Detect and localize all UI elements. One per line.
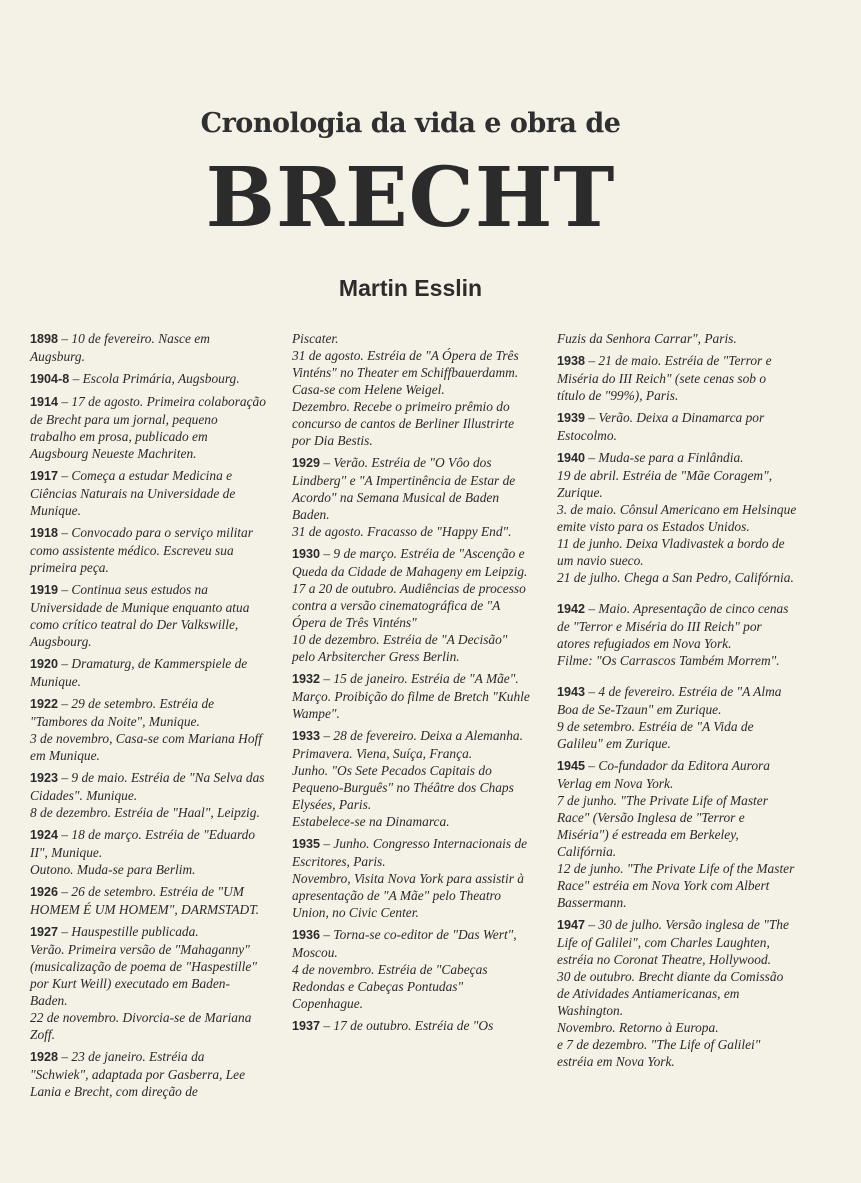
entry-text: – Maio. Apresentação de cinco cenas de "Terror e Miséria do III Reich" por atores refugiados em Nova York. <box>557 601 789 651</box>
entry-line <box>292 523 532 540</box>
entry-text: – Começa a estudar Medicina e Ciências Naturais na Universidade de Munique. <box>30 468 236 518</box>
chronology-entry <box>30 826 266 878</box>
entry-text: – Co-fundador da Editora Aurora Verlag em Nova York. <box>557 758 770 791</box>
entry-year: 1918 <box>30 526 59 540</box>
entry-line <box>557 409 797 444</box>
entry-line <box>557 916 797 968</box>
entry-text: 12 de junho. "The Private Life of the Master Race" estréia em Nova York com Albert Bassermann. <box>557 861 795 910</box>
entry-text: – 17 de agosto. Primeira colaboração de Brecht para um jornal, pequeno trabalho em prosa, publicado em Augsbourg Neueste Machriten. <box>30 394 266 461</box>
entry-line <box>292 330 532 347</box>
entry-text: – 26 de setembro. Estréia de "UM HOMEM É UM HOMEM", DARMSTADT. <box>30 884 260 917</box>
entry-text: – 18 de março. Estréia de "Eduardo II", Munique. <box>30 827 256 860</box>
entry-line <box>30 923 266 941</box>
entry-line <box>30 1048 266 1100</box>
chronology-entry <box>30 370 266 388</box>
entry-line <box>557 652 797 669</box>
entry-year: 1926 <box>30 885 59 899</box>
chronology-entry <box>557 330 797 347</box>
entry-year: 1920 <box>30 657 59 671</box>
chronology-entry <box>30 655 266 690</box>
entry-line <box>292 762 532 813</box>
chronology-entry <box>30 695 266 764</box>
entry-line <box>30 861 266 878</box>
entry-text: Piscater. <box>292 331 339 346</box>
entry-line <box>292 926 532 961</box>
entry-text: – Junho. Congresso Internacionais de Escritores, Paris. <box>292 836 528 869</box>
entry-line <box>292 631 532 665</box>
entry-line <box>292 870 532 921</box>
page-heading: Cronologia da vida e obra de <box>200 108 621 139</box>
entry-line <box>30 393 266 462</box>
entry-text: – 15 de janeiro. Estréia de "A Mãe". <box>323 671 519 686</box>
chronology-entry <box>557 352 797 404</box>
page-title: BRECHT <box>205 150 616 246</box>
entry-line <box>557 1019 797 1036</box>
entry-text: Estabelece-se na Dinamarca. <box>292 814 450 829</box>
entry-text: – 28 de fevereiro. Deixa a Alemanha. <box>323 728 523 743</box>
entry-text: 30 de outubro. Brecht diante da Comissão de Atividades Antiamericanas, em Washington. <box>557 969 784 1018</box>
entry-line <box>557 467 797 501</box>
entry-line <box>557 352 797 404</box>
entry-year: 1923 <box>30 771 59 785</box>
chronology-entry <box>30 923 266 1043</box>
chronology-entry <box>292 454 532 540</box>
chronology-entry <box>292 1017 532 1035</box>
entry-text: – 9 de março. Estréia de "Ascenção e Queda da Cidade de Mahageny em Leipzig. <box>292 546 528 579</box>
entry-line <box>557 569 797 586</box>
chronology-entry <box>30 581 266 650</box>
entry-text: Outono. Muda-se para Berlim. <box>30 862 196 877</box>
entry-text: 3 de novembro, Casa-se com Mariana Hoff em Munique. <box>30 731 262 763</box>
entry-line <box>292 545 532 580</box>
entry-text: Verão. Primeira versão de "Mahaganny" (musicalização de poema de "Haspestille" por Kurt Weill) executado em Baden-Baden. <box>30 942 257 1008</box>
entry-year: 1922 <box>30 697 59 711</box>
entry-year: 1936 <box>292 928 321 942</box>
entry-text: 3. de maio. Cônsul Americano em Helsinque emite visto para os Estados Unidos. <box>557 502 797 534</box>
column-3 <box>557 330 797 1075</box>
entry-text: – Hauspestille publicada. <box>61 924 199 939</box>
entry-line <box>292 727 532 745</box>
entry-year: 1914 <box>30 395 59 409</box>
entry-year: 1932 <box>292 672 321 686</box>
chronology-entry <box>557 683 797 752</box>
entry-year: 1940 <box>557 451 586 465</box>
entry-text: Novembro. Retorno à Europa. <box>557 1020 719 1035</box>
entry-year: 1935 <box>292 837 321 851</box>
entry-line <box>557 968 797 1019</box>
entry-text: e 7 de dezembro. "The Life of Galilei" estréia em Nova York. <box>557 1037 761 1069</box>
entry-line <box>30 804 266 821</box>
entry-text: – 21 de maio. Estréia de "Terror e Miséria do III Reich" (sete cenas sob o título de "99%), Paris. <box>557 353 772 403</box>
entry-year: 1945 <box>557 759 586 773</box>
entry-line <box>292 745 532 762</box>
entry-text: Casa-se com Helene Weigel. <box>292 382 445 397</box>
entry-text: – Escola Primária, Augsbourg. <box>72 371 240 386</box>
entry-year: 1904-8 <box>30 372 70 386</box>
entry-line <box>292 835 532 870</box>
entry-text: – Verão. Estréia de "O Vôo dos Lindberg" e "A Impertinência de Estar de Acordo" na Semana Musical de Baden Baden. <box>292 455 516 522</box>
entry-text: – 17 de outubro. Estréia de "Os <box>323 1018 494 1033</box>
entry-line <box>30 655 266 690</box>
entry-year: 1927 <box>30 925 59 939</box>
entry-text: – Dramaturg, de Kammerspiele de Munique. <box>30 656 248 689</box>
entry-year: 1942 <box>557 602 586 616</box>
chronology-entry <box>557 409 797 444</box>
entry-text: 7 de junho. "The Private Life of Master Race" (Versão Inglesa de "Terror e Miséria") é estreada em Berkeley, Califórnia. <box>557 793 768 859</box>
entry-text: – Verão. Deixa a Dinamarca por Estocolmo. <box>557 410 765 443</box>
chronology-entry <box>557 600 797 669</box>
chronology-entry <box>30 330 266 365</box>
chronology-entry <box>292 670 532 722</box>
column-1 <box>30 330 266 1105</box>
entry-line <box>30 941 266 1009</box>
entry-line <box>30 769 266 804</box>
entry-year: 1939 <box>557 411 586 425</box>
chronology-entry <box>292 926 532 1012</box>
entry-line <box>30 730 266 764</box>
chronology-entry <box>292 727 532 830</box>
entry-year: 1933 <box>292 729 321 743</box>
entry-line <box>292 398 532 449</box>
entry-year: 1919 <box>30 583 59 597</box>
entry-text: 19 de abril. Estréia de "Mãe Coragem", Zurique. <box>557 468 773 500</box>
entry-text: Primavera. Viena, Suíça, França. <box>292 746 473 761</box>
entry-year: 1928 <box>30 1050 59 1064</box>
entry-text: – 9 de maio. Estréia de "Na Selva das Cidades". Munique. <box>30 770 265 803</box>
entry-line <box>30 695 266 730</box>
entry-text: – Torna-se co-editor de "Das Wert", Moscou. <box>292 927 517 960</box>
entry-text: 4 de novembro. Estréia de "Cabeças Redondas e Cabeças Pontudas" Copenhague. <box>292 962 488 1011</box>
entry-text: Junho. "Os Sete Pecados Capitais do Pequeno-Burguês" no Théâtre dos Chaps Elysées, Paris. <box>292 763 514 812</box>
entry-text: Fuzis da Senhora Carrar", Paris. <box>557 331 737 346</box>
entry-line <box>292 381 532 398</box>
entry-line <box>557 860 797 911</box>
entry-year: 1943 <box>557 685 586 699</box>
entry-text: 31 de agosto. Fracasso de "Happy End". <box>292 524 512 539</box>
chronology-entry <box>30 467 266 519</box>
entry-line <box>30 1009 266 1043</box>
entry-line <box>30 467 266 519</box>
entry-text: Março. Proibição do filme de Bretch "Kuhle Wampe". <box>292 689 530 721</box>
entry-line <box>557 718 797 752</box>
entry-year: 1937 <box>292 1019 321 1033</box>
entry-text: Filme: "Os Carrascos Também Morrem". <box>557 653 780 668</box>
entry-year: 1924 <box>30 828 59 842</box>
entry-line <box>292 454 532 523</box>
entry-text: – Continua seus estudos na Universidade de Munique enquanto atua como crítico teatral do Der Valkswille, Augsbourg. <box>30 582 250 649</box>
entry-year: 1947 <box>557 918 586 932</box>
entry-line <box>292 688 532 722</box>
chronology-entry <box>292 330 532 449</box>
entry-line <box>30 370 266 388</box>
entry-text: 21 de julho. Chega a San Pedro, Califórnia. <box>557 570 794 585</box>
entry-line <box>292 347 532 381</box>
entry-year: 1938 <box>557 354 586 368</box>
entry-text: 9 de setembro. Estréia de "A Vida de Galileu" em Zurique. <box>557 719 754 751</box>
chronology-entry <box>30 769 266 821</box>
entry-line <box>30 581 266 650</box>
entry-line <box>557 600 797 652</box>
entry-text: – Convocado para o serviço militar como assistente médico. Escreveu sua primeira peça. <box>30 525 253 575</box>
entry-year: 1930 <box>292 547 321 561</box>
entry-text: – 4 de fevereiro. Estréia de "A Alma Boa de Se-Tzaun" em Zurique. <box>557 684 782 717</box>
entry-line <box>292 580 532 631</box>
entry-text: – 10 de fevereiro. Nasce em Augsburg. <box>30 331 210 364</box>
entry-line <box>557 757 797 792</box>
chronology-entry <box>557 449 797 586</box>
chronology-entry <box>30 883 266 918</box>
chronology-entry <box>557 757 797 911</box>
chronology-entry <box>557 916 797 1070</box>
entry-line <box>557 501 797 535</box>
chronology-entry <box>30 393 266 462</box>
entry-text: 17 a 20 de outubro. Audiências de processo contra a versão cinematográfica de "A Ópera de Três Vinténs" <box>292 581 526 630</box>
entry-line <box>30 826 266 861</box>
entry-text: 31 de agosto. Estréia de "A Ópera de Três Vinténs" no Theater em Schiffbauerdamm. <box>292 348 519 380</box>
entry-text: 11 de junho. Deixa Vladivastek a bordo de um navio sueco. <box>557 536 785 568</box>
entry-text: 10 de dezembro. Estréia de "A Decisão" pelo Arbsitercher Gress Berlin. <box>292 632 508 664</box>
entry-line <box>30 883 266 918</box>
entry-line <box>557 535 797 569</box>
entry-text: – Muda-se para a Finlândia. <box>588 450 744 465</box>
chronology-entry <box>30 524 266 576</box>
entry-line <box>292 813 532 830</box>
entry-line <box>557 683 797 718</box>
entry-text: – 23 de janeiro. Estréia da "Schwiek", adaptada por Gasberra, Lee Lania e Brecht, com direção de <box>30 1049 246 1099</box>
chronology-entry <box>30 1048 266 1100</box>
entry-line <box>557 330 797 347</box>
column-2 <box>292 330 532 1040</box>
entry-line <box>30 330 266 365</box>
entry-text: Novembro, Visita Nova York para assistir à apresentação de "A Mãe" pelo Theatro Union, no Civic Center. <box>292 871 524 920</box>
entry-line <box>557 1036 797 1070</box>
entry-line <box>557 792 797 860</box>
entry-line <box>292 1017 532 1035</box>
entry-text: 8 de dezembro. Estréia de "Haal", Leipzig. <box>30 805 260 820</box>
author-name: Martin Esslin <box>338 275 483 301</box>
chronology-entry <box>292 835 532 921</box>
entry-text: – 30 de julho. Versão inglesa de "The Life of Galilei", com Charles Laughten, estréia no Coronat Theatre, Hollywood. <box>557 917 789 967</box>
entry-text: – 29 de setembro. Estréia de "Tambores da Noite", Munique. <box>30 696 215 729</box>
entry-line <box>557 449 797 467</box>
entry-year: 1917 <box>30 469 59 483</box>
entry-year: 1898 <box>30 332 59 346</box>
entry-text: Dezembro. Recebe o primeiro prêmio do concurso de cantos de Berliner Illustrirte por Dia Bestis. <box>292 399 515 448</box>
entry-text: 22 de novembro. Divorcia-se de Mariana Zoff. <box>30 1010 252 1042</box>
entry-line <box>292 670 532 688</box>
entry-year: 1929 <box>292 456 321 470</box>
chronology-entry <box>292 545 532 665</box>
entry-line <box>292 961 532 1012</box>
entry-line <box>30 524 266 576</box>
